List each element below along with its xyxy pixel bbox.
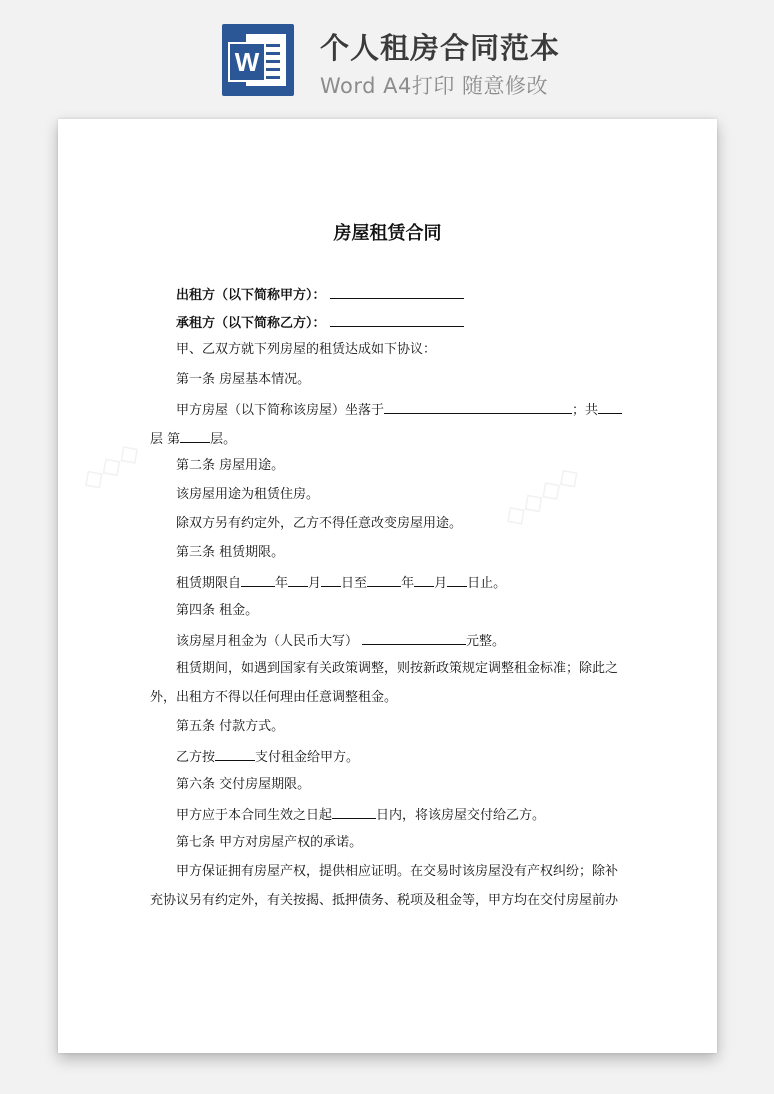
paragraph-line: 乙方按 支付租金给甲方。 bbox=[176, 747, 359, 767]
clause-heading: 第一条 房屋基本情况。 bbox=[176, 372, 311, 387]
page-title: 个人租房合同范本 bbox=[320, 31, 561, 65]
paragraph-line: 层 第 层。 bbox=[150, 429, 236, 449]
page-subtitle: Word A4打印 随意修改 bbox=[320, 74, 549, 98]
clause-heading: 第六条 交付房屋期限。 bbox=[176, 777, 311, 792]
word-letter: W bbox=[228, 42, 266, 82]
delivery-days-blank[interactable] bbox=[332, 805, 376, 819]
paragraph-line: 该房屋用途为租赁住房。 bbox=[176, 487, 320, 502]
floors-blank[interactable] bbox=[598, 400, 622, 414]
end-day-blank[interactable] bbox=[447, 573, 467, 587]
word-doc-icon bbox=[222, 24, 294, 96]
paragraph-line: 租赁期限自 年 月 日至 年 月 日止。 bbox=[176, 573, 506, 593]
clause-heading: 第七条 甲方对房屋产权的承诺。 bbox=[176, 835, 363, 850]
clause-heading: 第二条 房屋用途。 bbox=[176, 458, 285, 473]
payment-period-blank[interactable] bbox=[215, 747, 255, 761]
paragraph-line: 除双方另有约定外，乙方不得任意改变房屋用途。 bbox=[176, 516, 463, 531]
end-year-blank[interactable] bbox=[367, 573, 401, 587]
document-page[interactable] bbox=[58, 119, 717, 1053]
clause-heading: 第四条 租金。 bbox=[176, 603, 259, 618]
floor-blank[interactable] bbox=[180, 429, 210, 443]
paragraph-line: 甲方应于本合同生效之日起 日内，将该房屋交付给乙方。 bbox=[176, 805, 545, 825]
watermark: ◇◇◇◇ bbox=[496, 457, 586, 534]
clause-heading: 第五条 付款方式。 bbox=[176, 719, 285, 734]
lessor-line: 出租方（以下简称甲方）： bbox=[176, 285, 464, 305]
lessee-line: 承租方（以下简称乙方）： bbox=[176, 313, 464, 333]
header bbox=[0, 0, 774, 112]
watermark: ◇◇◇ bbox=[74, 433, 147, 498]
paragraph-line: 外，出租方不得以任何理由任意调整租金。 bbox=[150, 690, 398, 705]
paragraph-line: 甲方保证拥有房屋产权，提供相应证明。在交易时该房屋没有产权纠纷；除补 bbox=[176, 864, 619, 879]
end-month-blank[interactable] bbox=[414, 573, 434, 587]
start-year-blank[interactable] bbox=[241, 573, 275, 587]
lessor-blank[interactable] bbox=[330, 285, 464, 299]
paragraph-line: 该房屋月租金为（人民币大写） 元整。 bbox=[176, 631, 505, 651]
start-month-blank[interactable] bbox=[288, 573, 308, 587]
start-day-blank[interactable] bbox=[321, 573, 341, 587]
paragraph-line: 甲方房屋（以下简称该房屋）坐落于 ；共 bbox=[176, 400, 622, 420]
clause-heading: 第三条 租赁期限。 bbox=[176, 545, 285, 560]
paragraph-line: 租赁期间，如遇到国家有关政策调整，则按新政策规定调整租金标准；除此之 bbox=[176, 661, 619, 676]
lessee-blank[interactable] bbox=[330, 313, 464, 327]
document-title: 房屋租赁合同 bbox=[333, 223, 442, 244]
rent-amount-blank[interactable] bbox=[362, 631, 466, 645]
paragraph-line: 甲、乙双方就下列房屋的租赁达成如下协议： bbox=[176, 342, 437, 357]
paragraph-line: 充协议另有约定外，有关按揭、抵押债务、税项及租金等，甲方均在交付房屋前办 bbox=[150, 893, 619, 908]
address-blank[interactable] bbox=[384, 400, 572, 414]
